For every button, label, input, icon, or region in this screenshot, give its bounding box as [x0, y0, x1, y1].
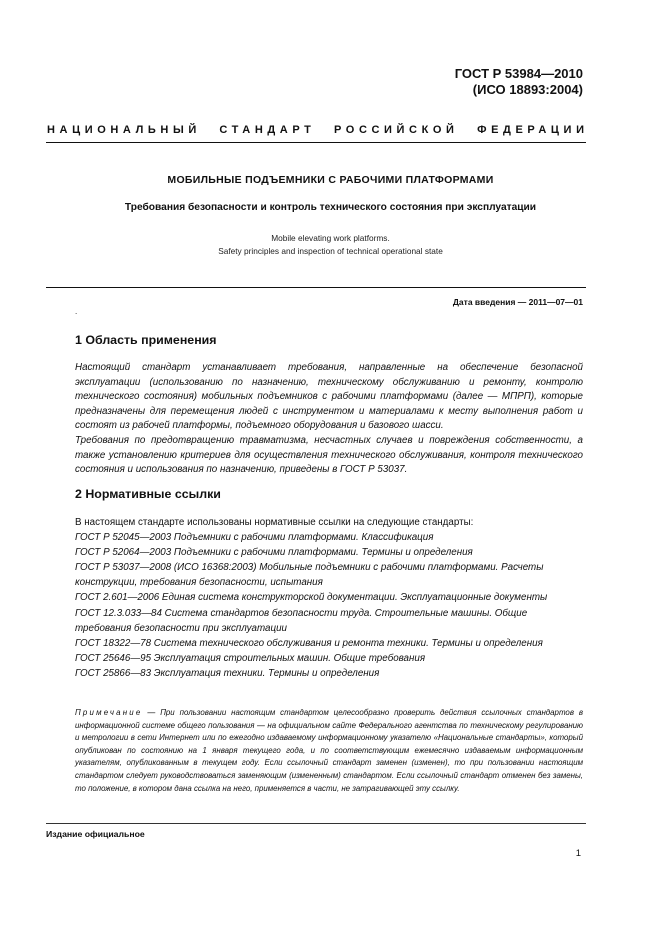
stray-dot: . — [75, 307, 78, 316]
date-introduced: Дата введения — 2011—07—01 — [452, 297, 583, 307]
reference-item: ГОСТ Р 53037—2008 (ИСО 16368:2003) Мобильные подъемники с рабочими платформами. Расчеты конструкции, требования безопасности, испытания — [75, 562, 544, 589]
section-1-paragraph: Требования по предотвращению травматизма, несчастных случаев и повреждения собственности, а также установлению критериев для осуществления технического обслуживания, контроля технического состояния и использования по назначению, приведены в ГОСТ Р 53037. — [75, 434, 583, 476]
english-title-line: Safety principles and inspection of technical operational state — [218, 246, 443, 256]
document-title: МОБИЛЬНЫЕ ПОДЪЕМНИКИ С РАБОЧИМИ ПЛАТФОРМАМИ — [167, 174, 494, 186]
english-title — [0, 232, 661, 258]
footer-divider — [46, 823, 586, 824]
banner-word: НАЦИОНАЛЬНЫЙ — [47, 124, 201, 136]
references-intro: В настоящем стандарте использованы нормативные ссылки на следующие стандарты: — [75, 517, 474, 528]
section-1-heading: 1 Область применения — [75, 333, 217, 347]
english-title-line: Mobile elevating work platforms. — [271, 233, 390, 243]
reference-item: ГОСТ 25866—83 Эксплуатация техники. Термины и определения — [75, 667, 380, 679]
section-1-body — [75, 361, 583, 478]
standard-designation — [455, 66, 583, 98]
header-divider — [46, 142, 586, 143]
standard-number: ГОСТ Р 53984—2010 — [454, 66, 583, 81]
reference-item: ГОСТ 2.601—2006 Единая система конструкторской документации. Эксплуатационные документы — [75, 592, 548, 604]
reference-item: ГОСТ 18322—78 Система технического обслуживания и ремонта техники. Термины и определения — [75, 637, 543, 649]
reference-item: ГОСТ 12.3.033—84 Система стандартов безопасности труда. Строительные машины. Общие требования безопасности при эксплуатации — [75, 607, 528, 634]
banner-word: СТАНДАРТ — [219, 124, 316, 136]
national-standard-banner — [47, 124, 589, 136]
page-number: 1 — [575, 848, 581, 859]
section-2-heading: 2 Нормативные ссылки — [75, 487, 221, 501]
note-label: Примечание — [75, 708, 143, 717]
note-text: — При пользовании настоящим стандартом целесообразно проверить действия ссылочных стандартов в информационной системе общего пользования — на официальном сайте Федерального агентства по техническому регулированию и метрологии в сети Интернет или по ежегодно издаваемому информационному указателю «Национальные стандарты», который опубликован по состоянию на 1 января текущего года, и по соответствующим ежемесячно издаваемым информационным указателям, опубликованным в текущем году. Если ссылочный стандарт заменен (изменен), то при пользовании настоящим стандартом следует руководствоваться заменяющим (измененным) стандартом. Если ссылочный стандарт отменен без замены, то положение, в котором дана ссылка на него, применяется в части, не затрагивающей эту ссылку. — [75, 708, 583, 793]
reference-item: ГОСТ Р 52045—2003 Подъемники с рабочими платформами. Классификация — [75, 532, 434, 544]
reference-item: ГОСТ 25646—95 Эксплуатация строительных машин. Общие требования — [75, 652, 426, 664]
section-1-paragraph: Настоящий стандарт устанавливает требования, направленные на обеспечение безопасной эксплуатации (использованию по назначению, техническому обслуживанию и ремонту, контролю технического состояния) мобильных подъемников с рабочими платформами (далее — МПРП), которые предназначены для перемещения людей с инструментом и материалами к месту выполнения работ и состоят из рабочей платформы, подъемного оборудования и базового шасси. — [75, 362, 583, 432]
reference-item: ГОСТ Р 52064—2003 Подъемники с рабочими платформами. Термины и определения — [75, 547, 473, 559]
banner-word: ФЕДЕРАЦИИ — [477, 124, 589, 136]
title-divider — [46, 287, 586, 288]
banner-word: РОССИЙСКОЙ — [334, 124, 459, 136]
references-note — [75, 707, 583, 795]
iso-number: (ИСО 18893:2004) — [472, 82, 583, 97]
document-subtitle: Требования безопасности и контроль технического состояния при эксплуатации — [124, 202, 537, 213]
official-edition-label: Издание официальное — [46, 829, 145, 839]
normative-references — [75, 515, 583, 681]
